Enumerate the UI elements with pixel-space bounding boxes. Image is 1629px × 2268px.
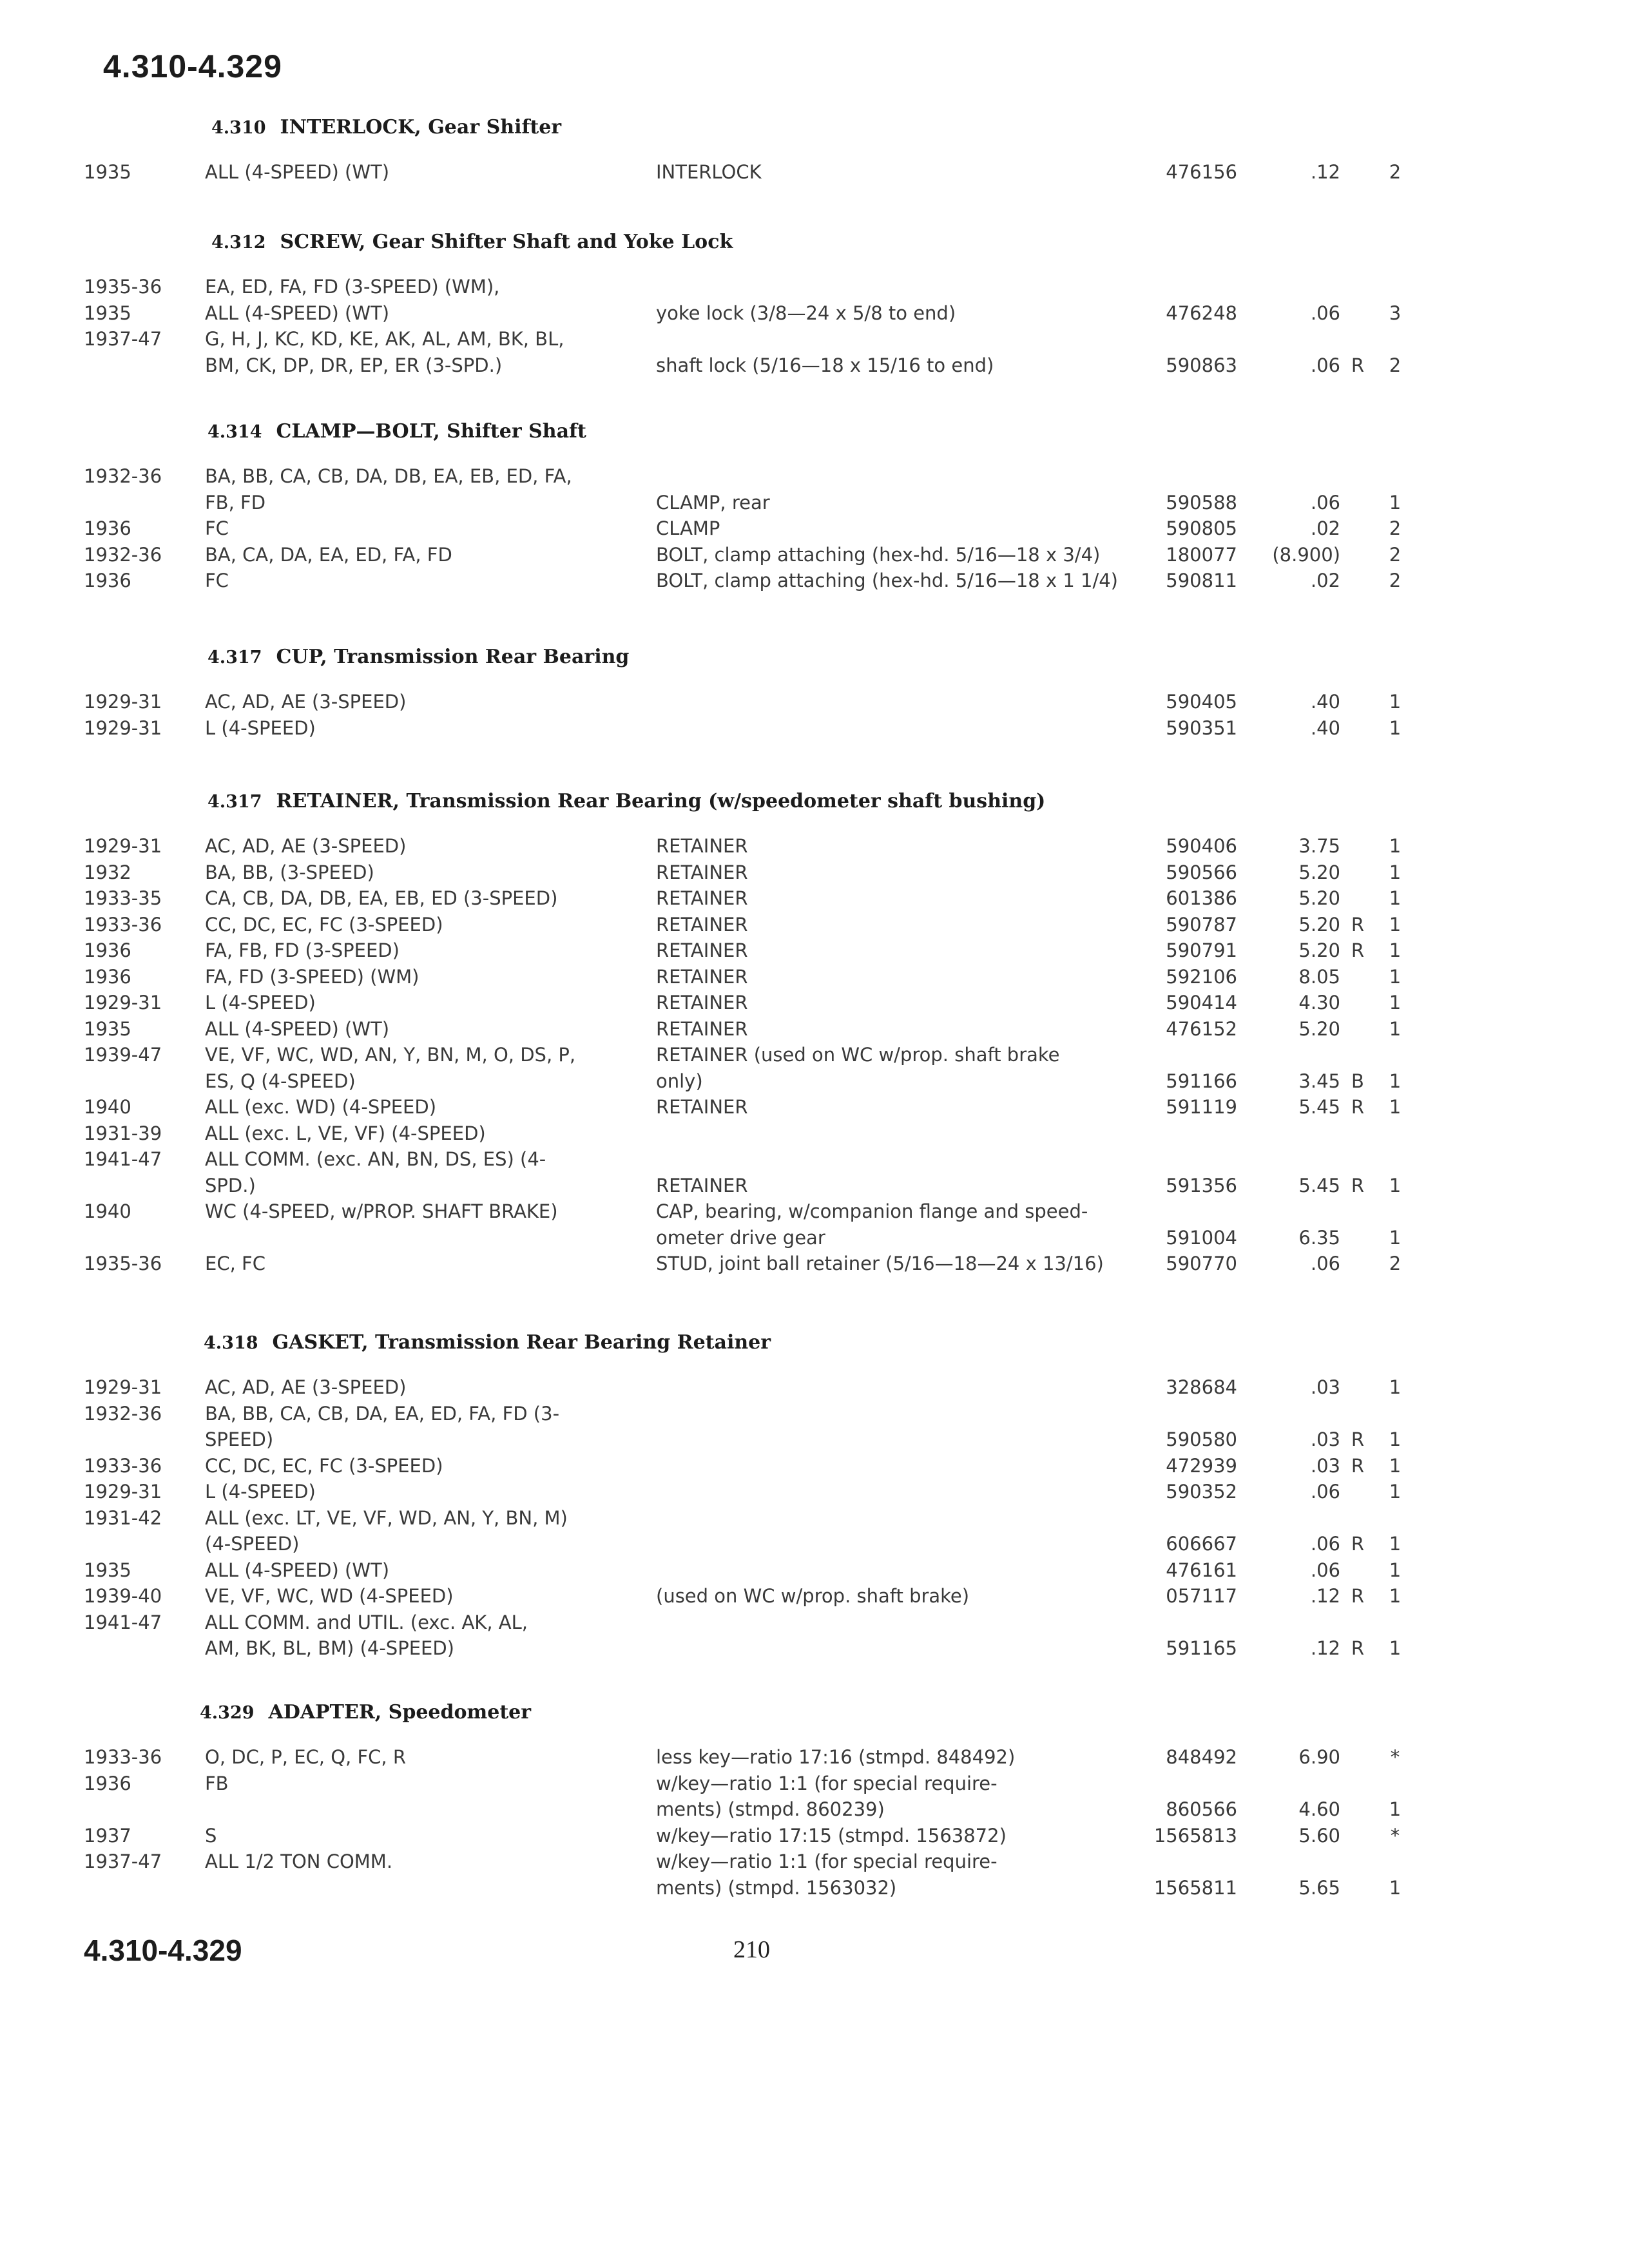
description-cell: STUD, joint ball retainer (5/16—18—24 x 13/16) [656,1253,1104,1274]
years-cell: 1932-36 [84,544,162,566]
models-cell: SPEED) [205,1428,274,1450]
years-cell: 1936 [84,1773,131,1794]
models-cell: VE, VF, WC, WD (4-SPEED) [205,1585,454,1607]
models-cell: BA, BB, (3-SPEED) [205,861,374,883]
models-cell: FB, FD [205,492,266,514]
models-cell: CA, CB, DA, DB, EA, EB, ED (3-SPEED) [205,887,558,909]
parts-row [0,161,1629,187]
section-title-text: CUP, Transmission Rear Bearing [276,646,630,668]
years-cell: 1936 [84,517,131,539]
models-cell: ALL COMM. and UTIL. (exc. AK, AL, [205,1611,528,1633]
parts-row [0,1148,1629,1174]
section-title-text: SCREW, Gear Shifter Shaft and Yoke Lock [280,231,733,253]
years-cell: 1929-31 [84,691,162,713]
quantity-cell: 1 [1389,1637,1402,1659]
models-cell: L (4-SPEED) [205,1481,316,1503]
years-cell: 1935-36 [84,1253,162,1274]
models-cell: ALL (exc. L, VE, VF) (4-SPEED) [205,1122,486,1144]
description-cell: w/key—ratio 1:1 (for special require- [656,1773,998,1794]
part-number-cell: 590588 [1166,492,1237,514]
description-cell: RETAINER [656,1175,748,1196]
quantity-cell: 1 [1389,1428,1402,1450]
parts-row [0,1611,1629,1637]
price-cell: .02 [1310,517,1340,539]
quantity-cell: 1 [1389,717,1402,739]
part-number-cell: 590405 [1166,691,1237,713]
parts-row [0,966,1629,992]
years-cell: 1935 [84,302,131,324]
models-cell: ALL (exc. LT, VE, VF, WD, AN, Y, BN, M) [205,1507,568,1529]
price-cell: .40 [1310,691,1340,713]
flag-cell: B [1351,1070,1364,1092]
models-cell: VE, VF, WC, WD, AN, Y, BN, M, O, DS, P, [205,1044,576,1066]
parts-row [0,887,1629,913]
description-cell: ometer drive gear [656,1227,825,1249]
section-title [200,1701,531,1724]
years-cell: 1932 [84,861,131,883]
description-cell: RETAINER [656,1018,748,1040]
models-cell: L (4-SPEED) [205,717,316,739]
quantity-cell: 1 [1389,1455,1402,1477]
parts-row [0,1798,1629,1824]
part-number-cell: 590805 [1166,517,1237,539]
description-cell: CAP, bearing, w/companion flange and speed- [656,1200,1088,1222]
models-cell: ALL (4-SPEED) (WT) [205,1018,390,1040]
section-number: 4.317 [207,648,262,668]
parts-row [0,1376,1629,1402]
price-cell: .12 [1310,1637,1340,1659]
part-number-cell: 601386 [1166,887,1237,909]
parts-row [0,835,1629,861]
flag-cell: R [1351,1585,1365,1607]
parts-row [0,1175,1629,1200]
description-cell: w/key—ratio 17:15 (stmpd. 1563872) [656,1825,1007,1847]
quantity-cell: 2 [1389,544,1402,566]
flag-cell: R [1351,1096,1365,1118]
description-cell: RETAINER [656,835,748,857]
parts-row [0,1096,1629,1122]
quantity-cell: 1 [1389,1018,1402,1040]
part-number-cell: 476152 [1166,1018,1237,1040]
quantity-cell: 1 [1389,1559,1402,1581]
parts-row [0,1403,1629,1428]
price-cell: 5.45 [1298,1175,1340,1196]
description-cell: RETAINER [656,887,748,909]
models-cell: FC [205,570,229,591]
parts-row [0,1850,1629,1876]
part-number-cell: 591165 [1166,1637,1237,1659]
part-number-cell: 590351 [1166,717,1237,739]
section-number: 4.312 [211,233,266,253]
parts-row [0,1533,1629,1559]
flag-cell: R [1351,1428,1365,1450]
parts-row [0,1253,1629,1278]
price-cell: 5.20 [1298,939,1340,961]
price-cell: 4.60 [1298,1798,1340,1820]
part-number-cell: 590811 [1166,570,1237,591]
section-title [211,116,561,139]
flag-cell: R [1351,1455,1365,1477]
models-cell: ALL (exc. WD) (4-SPEED) [205,1096,437,1118]
models-cell: L (4-SPEED) [205,992,316,1014]
flag-cell: R [1351,354,1365,376]
years-cell: 1933-36 [84,914,162,936]
price-cell: (8.900) [1272,544,1340,566]
description-cell: RETAINER [656,1096,748,1118]
quantity-cell: 1 [1389,1798,1402,1820]
years-cell: 1936 [84,939,131,961]
section-title [207,790,1045,812]
parts-row [0,544,1629,570]
part-number-cell: 1565813 [1153,1825,1237,1847]
parts-row [0,1200,1629,1226]
models-cell: EC, FC [205,1253,265,1274]
years-cell: 1936 [84,966,131,988]
parts-row [0,914,1629,939]
models-cell: O, DC, P, EC, Q, FC, R [205,1746,406,1768]
years-cell: 1939-40 [84,1585,162,1607]
years-cell: 1933-36 [84,1455,162,1477]
models-cell: AM, BK, BL, BM) (4-SPEED) [205,1637,454,1659]
quantity-cell: 1 [1389,1227,1402,1249]
years-cell: 1929-31 [84,992,162,1014]
models-cell: CC, DC, EC, FC (3-SPEED) [205,1455,443,1477]
years-cell: 1937-47 [84,1850,162,1872]
price-cell: .06 [1310,302,1340,324]
parts-row [0,861,1629,887]
flag-cell: R [1351,914,1365,936]
part-number-cell: 328684 [1166,1376,1237,1398]
parts-row [0,1507,1629,1533]
years-cell: 1940 [84,1096,131,1118]
years-cell: 1941-47 [84,1148,162,1170]
quantity-cell: 2 [1389,1253,1402,1274]
price-cell: 6.35 [1298,1227,1340,1249]
years-cell: 1939-47 [84,1044,162,1066]
years-cell: 1931-39 [84,1122,162,1144]
flag-cell: R [1351,1175,1365,1196]
models-cell: BA, BB, CA, CB, DA, EA, ED, FA, FD (3- [205,1403,560,1425]
section-title-text: ADAPTER, Speedometer [268,1701,532,1724]
years-cell: 1932-36 [84,465,162,487]
section-number: 4.318 [204,1333,258,1353]
price-cell: .06 [1310,1253,1340,1274]
description-cell: BOLT, clamp attaching (hex-hd. 5/16—18 x 1 1/4) [656,570,1118,591]
description-cell: ments) (stmpd. 860239) [656,1798,885,1820]
part-number-cell: 590863 [1166,354,1237,376]
parts-row [0,1428,1629,1454]
price-cell: .06 [1310,492,1340,514]
quantity-cell: * [1390,1825,1400,1847]
years-cell: 1933-35 [84,887,162,909]
parts-row [0,570,1629,595]
quantity-cell: 1 [1389,492,1402,514]
years-cell: 1929-31 [84,835,162,857]
models-cell: SPD.) [205,1175,256,1196]
parts-row [0,276,1629,302]
page-number: 210 [733,1936,770,1963]
parts-row [0,1585,1629,1611]
models-cell: EA, ED, FA, FD (3-SPEED) (WM), [205,276,500,298]
price-cell: 3.45 [1298,1070,1340,1092]
years-cell: 1929-31 [84,1376,162,1398]
parts-row [0,1455,1629,1481]
parts-row [0,492,1629,517]
price-cell: 3.75 [1298,835,1340,857]
parts-row [0,1825,1629,1850]
parts-row [0,1070,1629,1096]
price-cell: 5.20 [1298,887,1340,909]
part-number-cell: 590770 [1166,1253,1237,1274]
parts-row [0,465,1629,491]
models-cell: ALL (4-SPEED) (WT) [205,1559,390,1581]
parts-row [0,1877,1629,1903]
description-cell: RETAINER [656,966,748,988]
parts-row [0,1637,1629,1663]
quantity-cell: 1 [1389,1376,1402,1398]
quantity-cell: 1 [1389,1175,1402,1196]
part-number-cell: 591119 [1166,1096,1237,1118]
part-number-cell: 590352 [1166,1481,1237,1503]
quantity-cell: 1 [1389,1533,1402,1555]
page-footer-range: 4.310-4.329 [84,1934,242,1967]
description-cell: ments) (stmpd. 1563032) [656,1877,897,1899]
description-cell: shaft lock (5/16—18 x 15/16 to end) [656,354,994,376]
parts-row [0,328,1629,354]
years-cell: 1932-36 [84,1403,162,1425]
part-number-cell: 476248 [1166,302,1237,324]
quantity-cell: 1 [1389,861,1402,883]
models-cell: FA, FB, FD (3-SPEED) [205,939,400,961]
part-number-cell: 606667 [1166,1533,1237,1555]
price-cell: .03 [1310,1455,1340,1477]
years-cell: 1937-47 [84,328,162,350]
description-cell: RETAINER [656,992,748,1014]
quantity-cell: 2 [1389,161,1402,183]
description-cell: RETAINER [656,861,748,883]
price-cell: .06 [1310,1533,1340,1555]
section-title [207,646,629,668]
quantity-cell: 1 [1389,1481,1402,1503]
description-cell: less key—ratio 17:16 (stmpd. 848492) [656,1746,1016,1768]
models-cell: ALL (4-SPEED) (WT) [205,161,390,183]
price-cell: .02 [1310,570,1340,591]
part-number-cell: 1565811 [1153,1877,1237,1899]
description-cell: RETAINER [656,939,748,961]
description-cell: (used on WC w/prop. shaft brake) [656,1585,970,1607]
part-number-cell: 591356 [1166,1175,1237,1196]
part-number-cell: 590566 [1166,861,1237,883]
section-number: 4.329 [200,1703,255,1723]
parts-row [0,1773,1629,1798]
part-number-cell: 590787 [1166,914,1237,936]
part-number-cell: 590406 [1166,835,1237,857]
years-cell: 1929-31 [84,717,162,739]
price-cell: 5.20 [1298,1018,1340,1040]
years-cell: 1935 [84,161,131,183]
parts-row [0,1122,1629,1148]
flag-cell: R [1351,939,1365,961]
page-header-range: 4.310-4.329 [103,48,282,84]
price-cell: .40 [1310,717,1340,739]
price-cell: .06 [1310,1559,1340,1581]
description-cell: w/key—ratio 1:1 (for special require- [656,1850,998,1872]
section-title [204,1331,771,1354]
price-cell: .06 [1310,354,1340,376]
part-number-cell: 590791 [1166,939,1237,961]
models-cell: G, H, J, KC, KD, KE, AK, AL, AM, BK, BL, [205,328,564,350]
parts-row [0,354,1629,380]
parts-row [0,1227,1629,1253]
quantity-cell: * [1390,1746,1400,1768]
section-number: 4.310 [211,118,266,138]
section-title-text: INTERLOCK, Gear Shifter [280,116,562,139]
parts-row [0,992,1629,1017]
quantity-cell: 1 [1389,691,1402,713]
models-cell: BA, BB, CA, CB, DA, DB, EA, EB, ED, FA, [205,465,572,487]
description-cell: BOLT, clamp attaching (hex-hd. 5/16—18 x 3/4) [656,544,1101,566]
years-cell: 1935-36 [84,276,162,298]
parts-row [0,517,1629,543]
part-number-cell: 860566 [1166,1798,1237,1820]
quantity-cell: 2 [1389,354,1402,376]
quantity-cell: 3 [1389,302,1402,324]
models-cell: AC, AD, AE (3-SPEED) [205,1376,407,1398]
part-number-cell: 591166 [1166,1070,1237,1092]
models-cell: FA, FD (3-SPEED) (WM) [205,966,419,988]
description-cell: yoke lock (3/8—24 x 5/8 to end) [656,302,956,324]
years-cell: 1933-36 [84,1746,162,1768]
quantity-cell: 1 [1389,966,1402,988]
part-number-cell: 472939 [1166,1455,1237,1477]
part-number-cell: 590580 [1166,1428,1237,1450]
models-cell: ES, Q (4-SPEED) [205,1070,356,1092]
models-cell: AC, AD, AE (3-SPEED) [205,835,407,857]
part-number-cell: 057117 [1166,1585,1237,1607]
part-number-cell: 592106 [1166,966,1237,988]
years-cell: 1940 [84,1200,131,1222]
parts-row [0,691,1629,716]
flag-cell: R [1351,1533,1365,1555]
models-cell: ALL (4-SPEED) (WT) [205,302,390,324]
part-number-cell: 476161 [1166,1559,1237,1581]
years-cell: 1931-42 [84,1507,162,1529]
quantity-cell: 1 [1389,1070,1402,1092]
years-cell: 1941-47 [84,1611,162,1633]
price-cell: .12 [1310,161,1340,183]
parts-row [0,1481,1629,1506]
section-title [211,231,733,253]
years-cell: 1929-31 [84,1481,162,1503]
section-title-text: CLAMP—BOLT, Shifter Shaft [276,420,586,443]
price-cell: .06 [1310,1481,1340,1503]
parts-row [0,1044,1629,1070]
quantity-cell: 1 [1389,887,1402,909]
parts-row [0,939,1629,965]
parts-row [0,1559,1629,1585]
models-cell: WC (4-SPEED, w/PROP. SHAFT BRAKE) [205,1200,558,1222]
quantity-cell: 2 [1389,517,1402,539]
models-cell: FC [205,517,229,539]
price-cell: 5.20 [1298,914,1340,936]
part-number-cell: 848492 [1166,1746,1237,1768]
quantity-cell: 1 [1389,939,1402,961]
price-cell: 5.65 [1298,1877,1340,1899]
years-cell: 1937 [84,1825,131,1847]
quantity-cell: 1 [1389,914,1402,936]
quantity-cell: 2 [1389,570,1402,591]
parts-row [0,1018,1629,1044]
parts-row [0,302,1629,328]
models-cell: CC, DC, EC, FC (3-SPEED) [205,914,443,936]
part-number-cell: 590414 [1166,992,1237,1014]
price-cell: .03 [1310,1428,1340,1450]
models-cell: AC, AD, AE (3-SPEED) [205,691,407,713]
flag-cell: R [1351,1637,1365,1659]
price-cell: 5.45 [1298,1096,1340,1118]
price-cell: 6.90 [1298,1746,1340,1768]
price-cell: 5.60 [1298,1825,1340,1847]
section-number: 4.314 [207,422,262,442]
models-cell: (4-SPEED) [205,1533,300,1555]
price-cell: .03 [1310,1376,1340,1398]
part-number-cell: 476156 [1166,161,1237,183]
models-cell: BA, CA, DA, EA, ED, FA, FD [205,544,452,566]
quantity-cell: 1 [1389,1096,1402,1118]
description-cell: CLAMP [656,517,720,539]
description-cell: INTERLOCK [656,161,762,183]
price-cell: .12 [1310,1585,1340,1607]
description-cell: RETAINER [656,914,748,936]
models-cell: S [205,1825,217,1847]
section-title [207,420,586,443]
models-cell: ALL COMM. (exc. AN, BN, DS, ES) (4- [205,1148,546,1170]
quantity-cell: 1 [1389,835,1402,857]
price-cell: 5.20 [1298,861,1340,883]
section-title-text: RETAINER, Transmission Rear Bearing (w/speedometer shaft bushing) [276,790,1046,812]
years-cell: 1935 [84,1018,131,1040]
years-cell: 1936 [84,570,131,591]
quantity-cell: 1 [1389,1585,1402,1607]
part-number-cell: 180077 [1166,544,1237,566]
price-cell: 4.30 [1298,992,1340,1014]
section-title-text: GASKET, Transmission Rear Bearing Retainer [272,1331,771,1354]
description-cell: CLAMP, rear [656,492,770,514]
parts-row [0,1746,1629,1772]
description-cell: only) [656,1070,703,1092]
years-cell: 1935 [84,1559,131,1581]
models-cell: ALL 1/2 TON COMM. [205,1850,393,1872]
models-cell: FB [205,1773,229,1794]
parts-row [0,717,1629,743]
models-cell: BM, CK, DP, DR, EP, ER (3-SPD.) [205,354,503,376]
part-number-cell: 591004 [1166,1227,1237,1249]
quantity-cell: 1 [1389,992,1402,1014]
description-cell: RETAINER (used on WC w/prop. shaft brake [656,1044,1060,1066]
section-number: 4.317 [207,792,262,812]
price-cell: 8.05 [1298,966,1340,988]
quantity-cell: 1 [1389,1877,1402,1899]
